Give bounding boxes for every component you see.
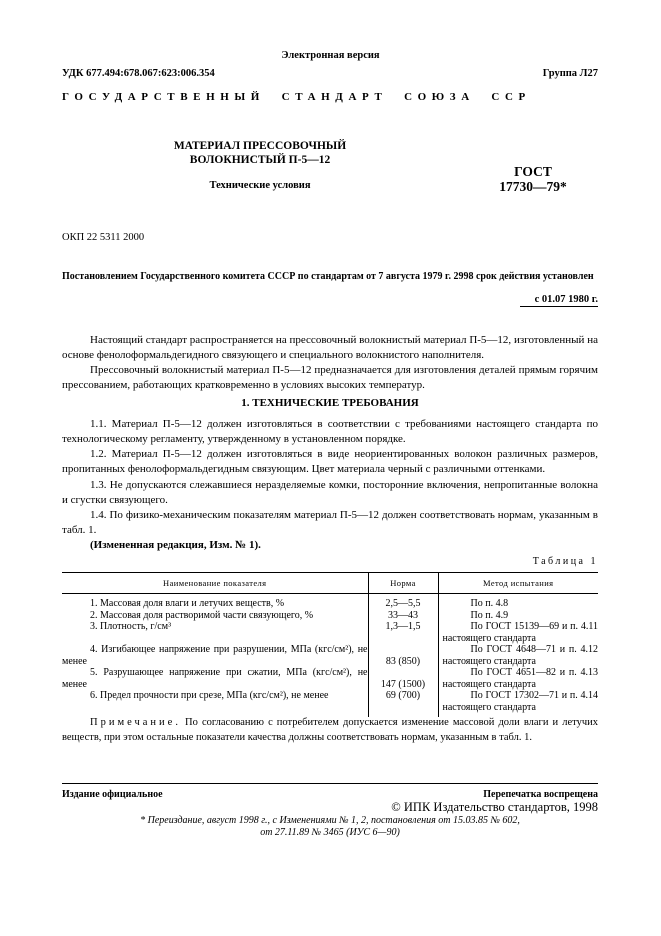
gost-block — [478, 164, 588, 194]
col-header-name: Наименование показателя — [62, 573, 368, 594]
resolution-date: с 01.07 1980 г. — [534, 294, 598, 305]
state-standard-heading: ГОСУДАРСТВЕННЫЙ СТАНДАРТ СОЮЗА ССР — [62, 91, 531, 103]
cell-norm: 69 (700) — [368, 690, 438, 717]
table-row — [62, 594, 598, 610]
section-heading: 1. ТЕХНИЧЕСКИЕ ТРЕБОВАНИЯ — [241, 397, 419, 409]
cell-name: 1. Массовая доля влаги и летучих веществ, % — [90, 598, 285, 609]
cell-method: По п. 4.9 — [438, 610, 598, 622]
reissue-note — [62, 815, 598, 839]
cell-method: По ГОСТ 4648—71 и п. 4.12 настоящего стандарта — [438, 644, 598, 667]
date-underline — [520, 306, 598, 307]
note-text: По согласованию с потребителем допускается изменение массовой доли влаги и летучих веществ, при этом остальные показатели качества должны соответствовать нормам, указанным в табл. 1. — [62, 717, 598, 743]
cell-norm: 2,5—5,5 — [368, 594, 438, 610]
cell-method: По п. 4.8 — [438, 594, 598, 610]
intro-paragraph-1: Настоящий стандарт распространяется на прессовочный волокнистый материал П-5—12, изготовленный на основе фенолоформальдегидного связующего и специального волокнистого наполнителя. — [62, 334, 598, 361]
group-code: Группа Л27 — [542, 68, 598, 79]
footer-divider — [62, 783, 598, 784]
electronic-version: Электронная версия — [281, 50, 380, 61]
cell-norm: 33—43 — [368, 610, 438, 622]
cell-norm: 147 (1500) — [368, 667, 438, 690]
table-caption: Таблица 1 — [532, 556, 598, 567]
table-row — [62, 621, 598, 644]
table-row — [62, 667, 598, 690]
reissue-line-1: * Переиздание, август 1998 г., с Изменениями № 1, 2, постановления от 15.03.85 № 602, — [140, 815, 520, 826]
table-header-row — [62, 573, 598, 594]
cell-norm: 83 (850) — [368, 644, 438, 667]
table-row — [62, 644, 598, 667]
amended-note: (Измененная редакция, Изм. № 1). — [90, 539, 261, 551]
title-line-2: ВОЛОКНИСТЫЙ П-5—12 — [189, 154, 331, 166]
gost-label: ГОСТ — [514, 164, 552, 179]
cell-name: 5. Разрушающее напряжение при сжатии, МПа (кгс/см²), не менее — [62, 667, 368, 690]
cell-method: По ГОСТ 15139—69 и п. 4.11 настоящего стандарта — [438, 621, 598, 644]
table-note — [62, 715, 598, 745]
official-edition: Издание официальное — [62, 789, 163, 800]
intro-paragraph-2: Прессовочный волокнистый материал П-5—12 предназначается для изготовления деталей прямым горячим прессованием, работающих кратковременно в условиях высоких температур. — [62, 364, 598, 391]
clause-1-3: 1.3. Не допускаются слежавшиеся неразделяемые комки, посторонние включения, непропитанные волокна и сгустки связующего. — [62, 479, 598, 506]
okp-code: ОКП 22 5311 2000 — [62, 232, 145, 243]
clause-1-4: 1.4. По физико-механическим показателям материал П-5—12 должен соответствовать нормам, указанным в табл. 1. — [62, 509, 598, 536]
copyright: © ИПК Издательство стандартов, 1998 — [391, 800, 598, 814]
clause-1-1: 1.1. Материал П-5—12 должен изготовляться в соответствии с требованиями настоящего стандарта по технологическому регламенту, утвержденному в установленном порядке. — [62, 418, 598, 445]
cell-name: 2. Массовая доля растворимой части связующего, % — [90, 609, 314, 621]
cell-name: 6. Предел прочности при срезе, МПа (кгс/см²), не менее — [90, 690, 329, 701]
cell-name: 3. Плотность, г/см³ — [90, 621, 172, 632]
cell-method: По ГОСТ 17302—71 и п. 4.14 настоящего стандарта — [438, 690, 598, 717]
cell-method: По ГОСТ 4651—82 и п. 4.13 настоящего стандарта — [438, 667, 598, 690]
reissue-line-2: от 27.11.89 № 3465 (ИУС 6—90) — [260, 827, 400, 838]
note-label: Примечание. — [90, 717, 181, 728]
col-header-norm: Норма — [368, 573, 438, 594]
table-row — [62, 610, 598, 622]
requirements-table — [62, 572, 598, 717]
gost-number: 17730—79* — [499, 179, 567, 194]
clause-1-2: 1.2. Материал П-5—12 должен изготовляться в виде неориентированных волокон различных размеров, пропитанных фенолоформальдегидным связующим. Цвет материала черный с различными оттенками. — [62, 448, 598, 475]
cell-norm: 1,3—1,5 — [368, 621, 438, 644]
resolution-text: Постановлением Государственного комитета СССР по стандартам от 7 августа 1979 г. 2998 срок действия установлен — [62, 271, 594, 282]
table-row — [62, 690, 598, 717]
reprint-prohibited: Перепечатка воспрещена — [483, 789, 598, 800]
document-subtitle: Технические условия — [209, 180, 311, 191]
cell-name: 4. Изгибающее напряжение при разрушении, МПа (кгс/см²), не менее — [62, 644, 368, 667]
document-title — [150, 139, 370, 167]
udk-code: УДК 677.494:678.067:623:006.354 — [62, 68, 215, 79]
col-header-method: Метод испытания — [438, 573, 598, 594]
title-line-1: МАТЕРИАЛ ПРЕССОВОЧНЫЙ — [173, 140, 347, 152]
